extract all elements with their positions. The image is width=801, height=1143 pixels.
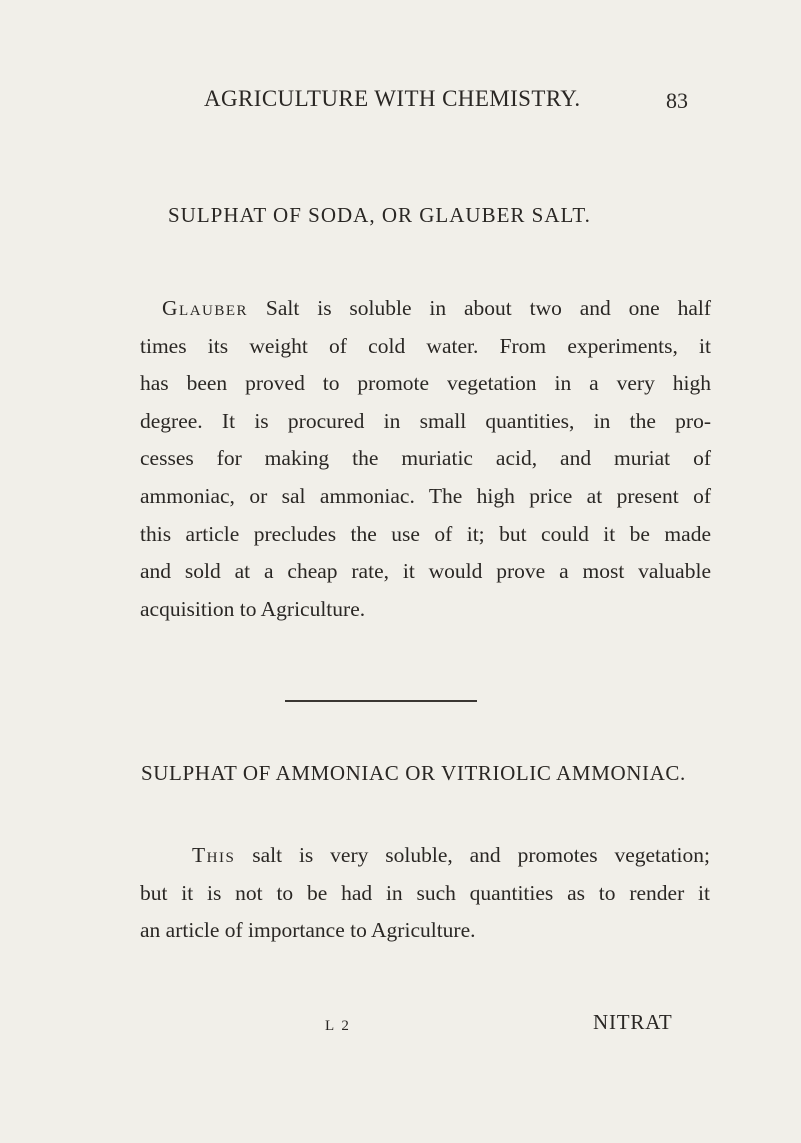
paragraph-sulphat-ammoniac (140, 837, 710, 950)
paragraph-line: an article of importance to Agriculture. (140, 918, 476, 943)
catchword: NITRAT (593, 1010, 673, 1034)
section-title-sulphat-ammoniac: SULPHAT OF AMMONIAC OR VITRIOLIC AMMONIAC. (141, 761, 686, 785)
paragraph-line: ammoniac, or sal ammoniac. The high price at present of (140, 483, 711, 508)
paragraph-line: acquisition to Agriculture. (140, 596, 366, 621)
paragraph-line: Glauber Salt is soluble in about two and one half (162, 296, 711, 320)
paragraph-line: cesses for making the muriatic acid, and muriat of (140, 446, 711, 471)
paragraph-line: has been proved to promote vegetation in a very high (140, 371, 711, 396)
paragraph-line: but it is not to be had in such quantities as to render it (140, 880, 710, 905)
lead-word: Glauber (162, 296, 249, 320)
section-divider (285, 700, 477, 702)
running-head: AGRICULTURE WITH CHEMISTRY. (204, 86, 581, 111)
paragraph-line: and sold at a cheap rate, it would prove a most valuable (140, 559, 711, 584)
paragraph-line: this article precludes the use of it; but could it be made (140, 521, 711, 546)
section-title-glauber-salt: SULPHAT OF SODA, OR GLAUBER SALT. (168, 203, 591, 227)
paragraph-glauber-salt (140, 290, 711, 628)
paragraph-line: times its weight of cold water. From experiments, it (140, 333, 711, 358)
signature-mark: L 2 (325, 1018, 351, 1034)
page-number: 83 (666, 88, 688, 113)
paragraph-line: degree. It is procured in small quantities, in the pro- (140, 408, 711, 433)
lead-word: This (192, 843, 236, 867)
paragraph-line: This salt is very soluble, and promotes vegetation; (192, 843, 710, 867)
